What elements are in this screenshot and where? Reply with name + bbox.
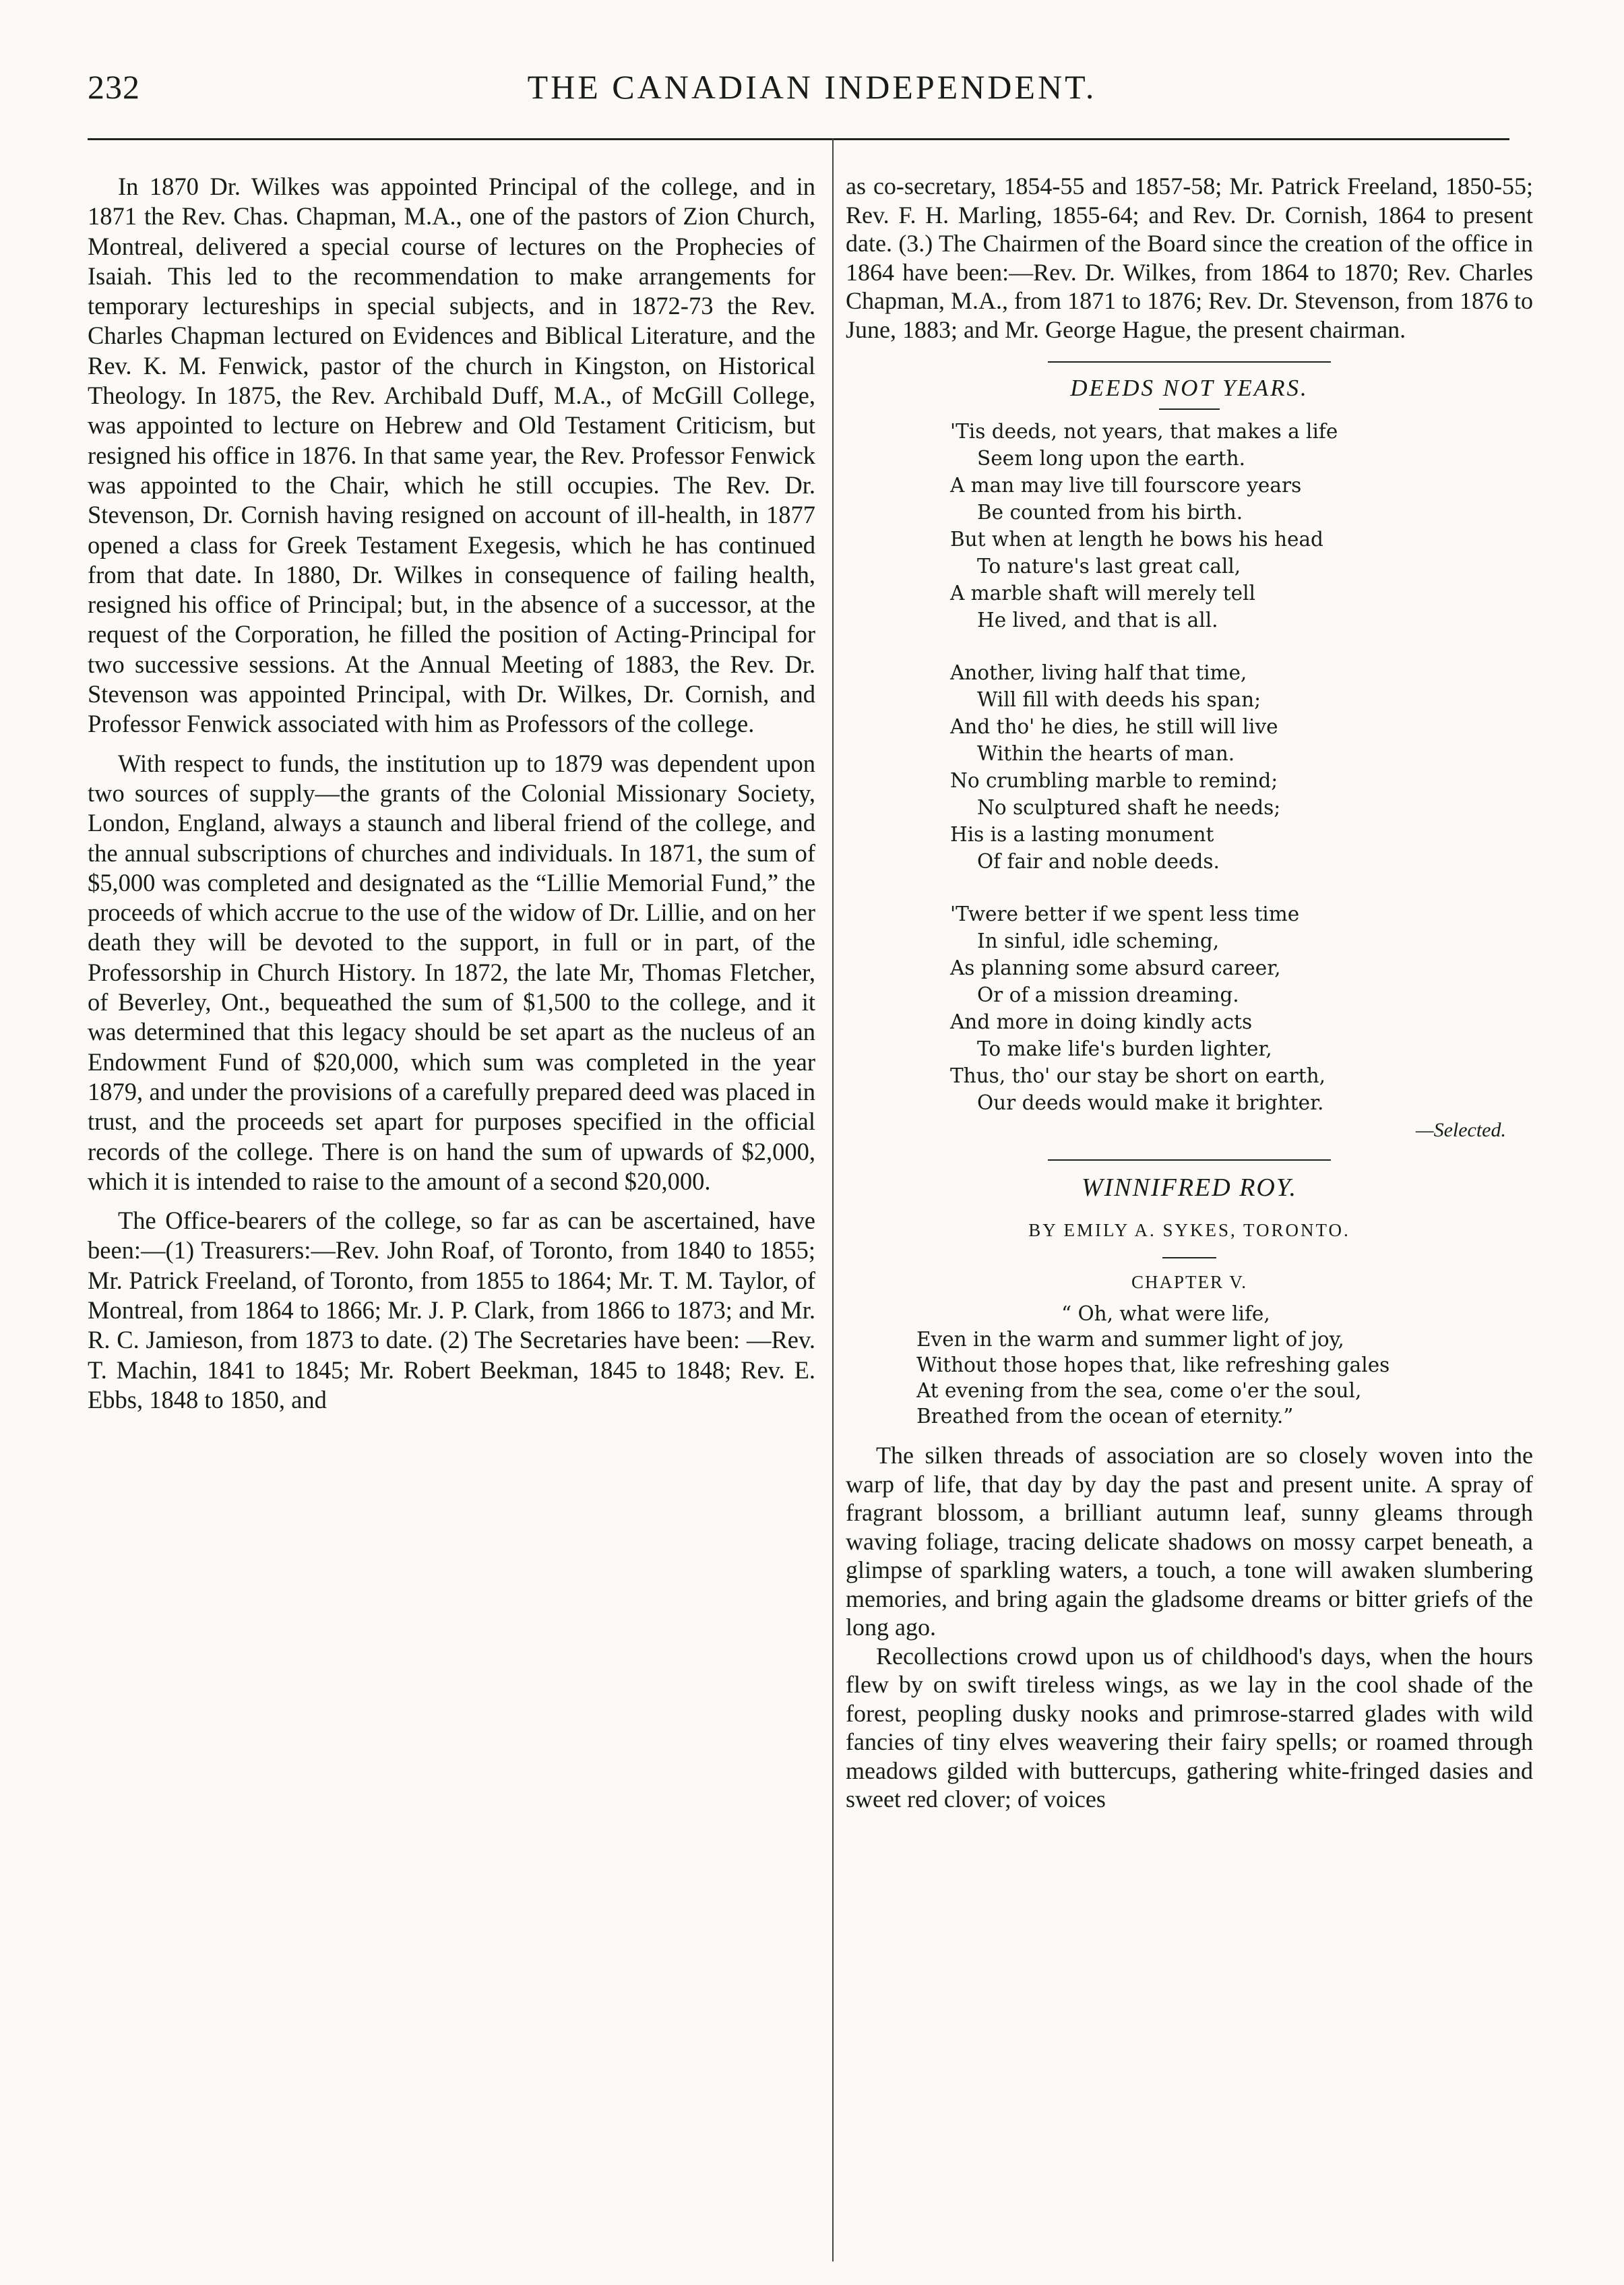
poem-title: DEEDS NOT YEARS. [1070,375,1309,401]
college-history-paragraph: In 1870 Dr. Wilkes was appointed Principal of the college, and in 1871 the Rev. Chas. Chapman, M.A., one of the pastors of Zion Church, Montreal, delivered a special course of lectures on the Prophecies of Isaiah. This led to the recommendation to make arrangements for temporary lectureships in special subjects, and in 1872-73 the Rev. Charles Chapman lectured on Evidences and Biblical Literature, and the Rev. K. M. Fenwick, pastor of the church in Kingston, on Historical Theology. In 1875, the Rev. Archibald Duff, M.A., of McGill College, was appointed to lecture on Hebrew and Old Testament Criticism, but resigned his office in 1876. In that same year, the Rev. Professor Fenwick was appointed to the Chair, which he still occupies. The Rev. Dr. Stevenson, Dr. Cornish having resigned on account of ill-health, in 1877 opened a class for Greek Testament Exegesis, which he has continued from that date. In 1880, Dr. Wilkes in consequence of failing health, resigned his office of Principal; but, in the absence of a successor, at the request of the Corporation, he filled the position of Acting-Principal for two successive sessions. At the Annual Meeting of 1883, the Rev. Dr. Stevenson was appointed Principal, with Dr. Wilkes, Dr. Cornish, and Professor Fenwick associated with him as Professors of the college. [88,173,815,738]
poem-line: Another, living half that time, [950,661,1247,684]
story-paragraph: Recollections crowd upon us of childhood's days, when the hours flew by on swift tireless wings, as we lay in the cool shade of the forest, peopling dusky nooks and primrose-starred glades with wild fancies of tiny elves weavering their fairy spells; or roamed through meadows gilded with buttercups, gathering white-fringed dasies and sweet red clover; of voices [846,1642,1533,1812]
epigraph-line: Breathed from the ocean of eternity.” [916,1405,1294,1428]
poem-line: Within the hearts of man. [977,742,1235,765]
poem-line: A marble shaft will merely tell [950,582,1255,605]
epigraph-line: Without those hopes that, like refreshing gales [916,1353,1390,1376]
story-byline: BY EMILY A. SYKES, TORONTO. [1028,1220,1350,1240]
story-title: WINNIFRED ROY. [1081,1174,1298,1202]
poem-line: And tho' he dies, he still will live [950,715,1278,738]
journal-title: THE CANADIAN INDEPENDENT. [527,68,1097,106]
left-column [88,172,815,1415]
poem-line: 'Tis deeds, not years, that makes a life [950,420,1338,443]
epigraph-line: “ Oh, what were life, [1061,1302,1270,1325]
poem-attribution: —Selected. [1415,1119,1506,1141]
poem-line: Seem long upon the earth. [977,447,1246,470]
epigraph-line: At evening from the sea, come o'er the soul, [916,1379,1362,1402]
poem-line: In sinful, idle scheming, [977,930,1220,952]
poem-line: A man may live till fourscore years [950,474,1302,497]
poem-line: Be counted from his birth. [977,501,1243,524]
office-bearers-paragraph: The Office-bearers of the college, so far as can be ascertained, have been:—(1) Treasurers:—Rev. John Roaf, of Toronto, from 1840 to 1855; Mr. Patrick Freeland, of Toronto, from 1855 to 1864; Mr. T. M. Taylor, of Montreal, from 1864 to 1866; Mr. J. P. Clark, from 1866 to 1873; and Mr. R. C. Jamieson, from 1873 to date. (2) The Secretaries have been: —Rev. T. Machin, 1841 to 1845; Mr. Robert Beekman, 1845 to 1848; Rev. E. Ebbs, 1848 to 1850, and [88,1207,815,1413]
poem-line: Thus, tho' our stay be short on earth, [950,1064,1325,1087]
poem-stanza [950,901,1533,1116]
title-rule [1159,408,1220,410]
poem-line: Will fill with deeds his span; [977,688,1261,711]
chapter-rule [1162,1257,1216,1258]
poem-line: As planning some absurd career, [950,956,1281,979]
section-rule [1048,1159,1331,1161]
poem-line: Or of a mission dreaming. [977,983,1239,1006]
poem-line: Of fair and noble deeds. [977,850,1220,873]
poem-line: To nature's last great call, [977,555,1241,578]
poem-body [846,418,1533,1116]
poem-stanza [950,659,1533,875]
right-column [846,172,1533,1814]
section-rule [1048,361,1331,363]
poem-line: But when at length he bows his head [950,528,1323,551]
funds-paragraph: With respect to funds, the institution up to 1879 was dependent upon two sources of supply—the grants of the Colonial Missionary Society, London, England, always a staunch and liberal friend of the college, and the annual subscriptions of churches and individuals. In 1871, the sum of $5,000 was completed and designated as the “Lillie Memorial Fund,” the proceeds of which accrue to the use of the widow of Dr. Lillie, and on her death they will be devoted to the support, in full or in part, of the Professorship in Church History. In 1872, the late Mr, Thomas Fletcher, of Beverley, Ont., bequeathed the sum of $1,500 to the college, and it was determined that this legacy should be set apart as the nucleus of an Endowment Fund of $20,000, which sum was completed in the year 1879, and under the provisions of a carefully prepared deed was placed in trust, and the proceeds set apart for purposes specified in the official records of the college. There is on hand the sum of upwards of $2,000, which it is intended to raise to the amount of a second $20,000. [88,749,815,1195]
poem-line: No crumbling marble to remind; [950,769,1278,792]
poem-stanza [950,418,1533,634]
page-number: 232 [88,68,140,106]
page-header [0,27,1624,115]
column-divider [832,138,834,2261]
epigraph-line: Even in the warm and summer light of joy, [916,1328,1344,1351]
poem-line: He lived, and that is all. [977,609,1218,632]
poem-line: No sculptured shaft he needs; [977,796,1281,819]
poem-line: Our deeds would make it brighter. [977,1091,1324,1114]
poem-line: To make life's burden lighter, [977,1037,1272,1060]
poem-line: And more in doing kindly acts [950,1010,1253,1033]
office-bearers-continuation: as co-secretary, 1854-55 and 1857-58; Mr. Patrick Freeland, 1850-55; Rev. F. H. Marling, 1855-64; and Rev. Dr. Cornish, 1864 to present date. (3.) The Chairmen of the Board since the creation of the office in 1864 have been:—Rev. Dr. Wilkes, from 1864 to 1870; Rev. Charles Chapman, M.A., from 1871 to 1876; Rev. Dr. Stevenson, from 1876 to June, 1883; and Mr. George Hague, the present chairman. [846,173,1533,343]
header-rule [88,138,1509,140]
story-paragraph: The silken threads of association are so closely woven into the warp of life, that day by day the past and present unite. A spray of fragrant blossom, a brilliant autumn leaf, sunny gleams through waving foliage, tracing delicate shadows on mossy carpet beneath, a glimpse of sparkling waters, a touch, a tone will awaken slumbering memories, and bring again the gladsome dreams or bitter griefs of the long ago. [846,1442,1533,1641]
chapter-heading: CHAPTER V. [1131,1272,1248,1292]
epigraph [846,1301,1533,1429]
poem-line: 'Twere better if we spent less time [950,903,1300,925]
poem-line: His is a lasting monument [950,823,1214,846]
